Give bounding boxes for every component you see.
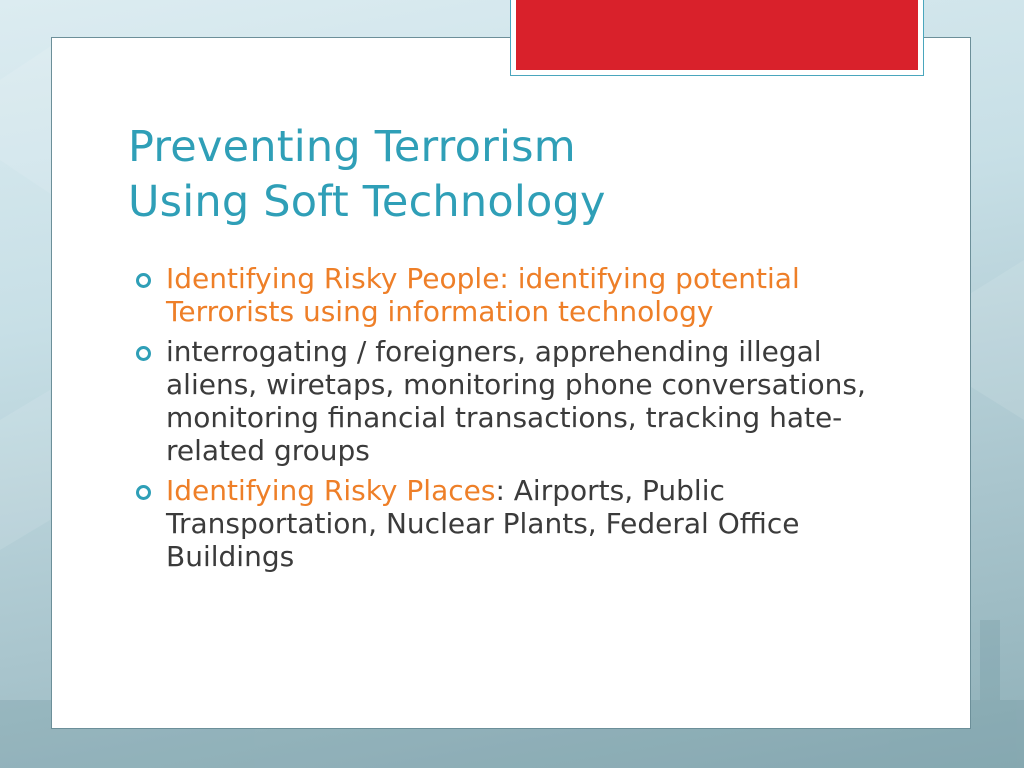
bullet-text: : Airports, Public Transportation, Nuclear Plants, Federal Office Buildings <box>166 474 800 573</box>
slide-title <box>128 120 908 230</box>
title-line-2: Using Soft Technology <box>128 177 606 227</box>
bullet-item <box>133 335 883 467</box>
bullet-highlight: Identifying Risky People: identifying potential Terrorists using information technology <box>166 262 800 328</box>
circle-bullet-icon <box>136 346 151 361</box>
title-accent-bar <box>516 0 918 70</box>
circle-bullet-icon <box>136 485 151 500</box>
bullet-list <box>133 262 883 580</box>
bullet-item <box>133 262 883 328</box>
bullet-item <box>133 474 883 573</box>
bullet-text: interrogating / foreigners, apprehending illegal aliens, wiretaps, monitoring phone conversations, monitoring financial transactions, tracking hate-related groups <box>166 335 866 467</box>
bullet-highlight: Identifying Risky Places <box>166 474 496 507</box>
circle-bullet-icon <box>136 273 151 288</box>
title-line-1: Preventing Terrorism <box>128 122 576 172</box>
